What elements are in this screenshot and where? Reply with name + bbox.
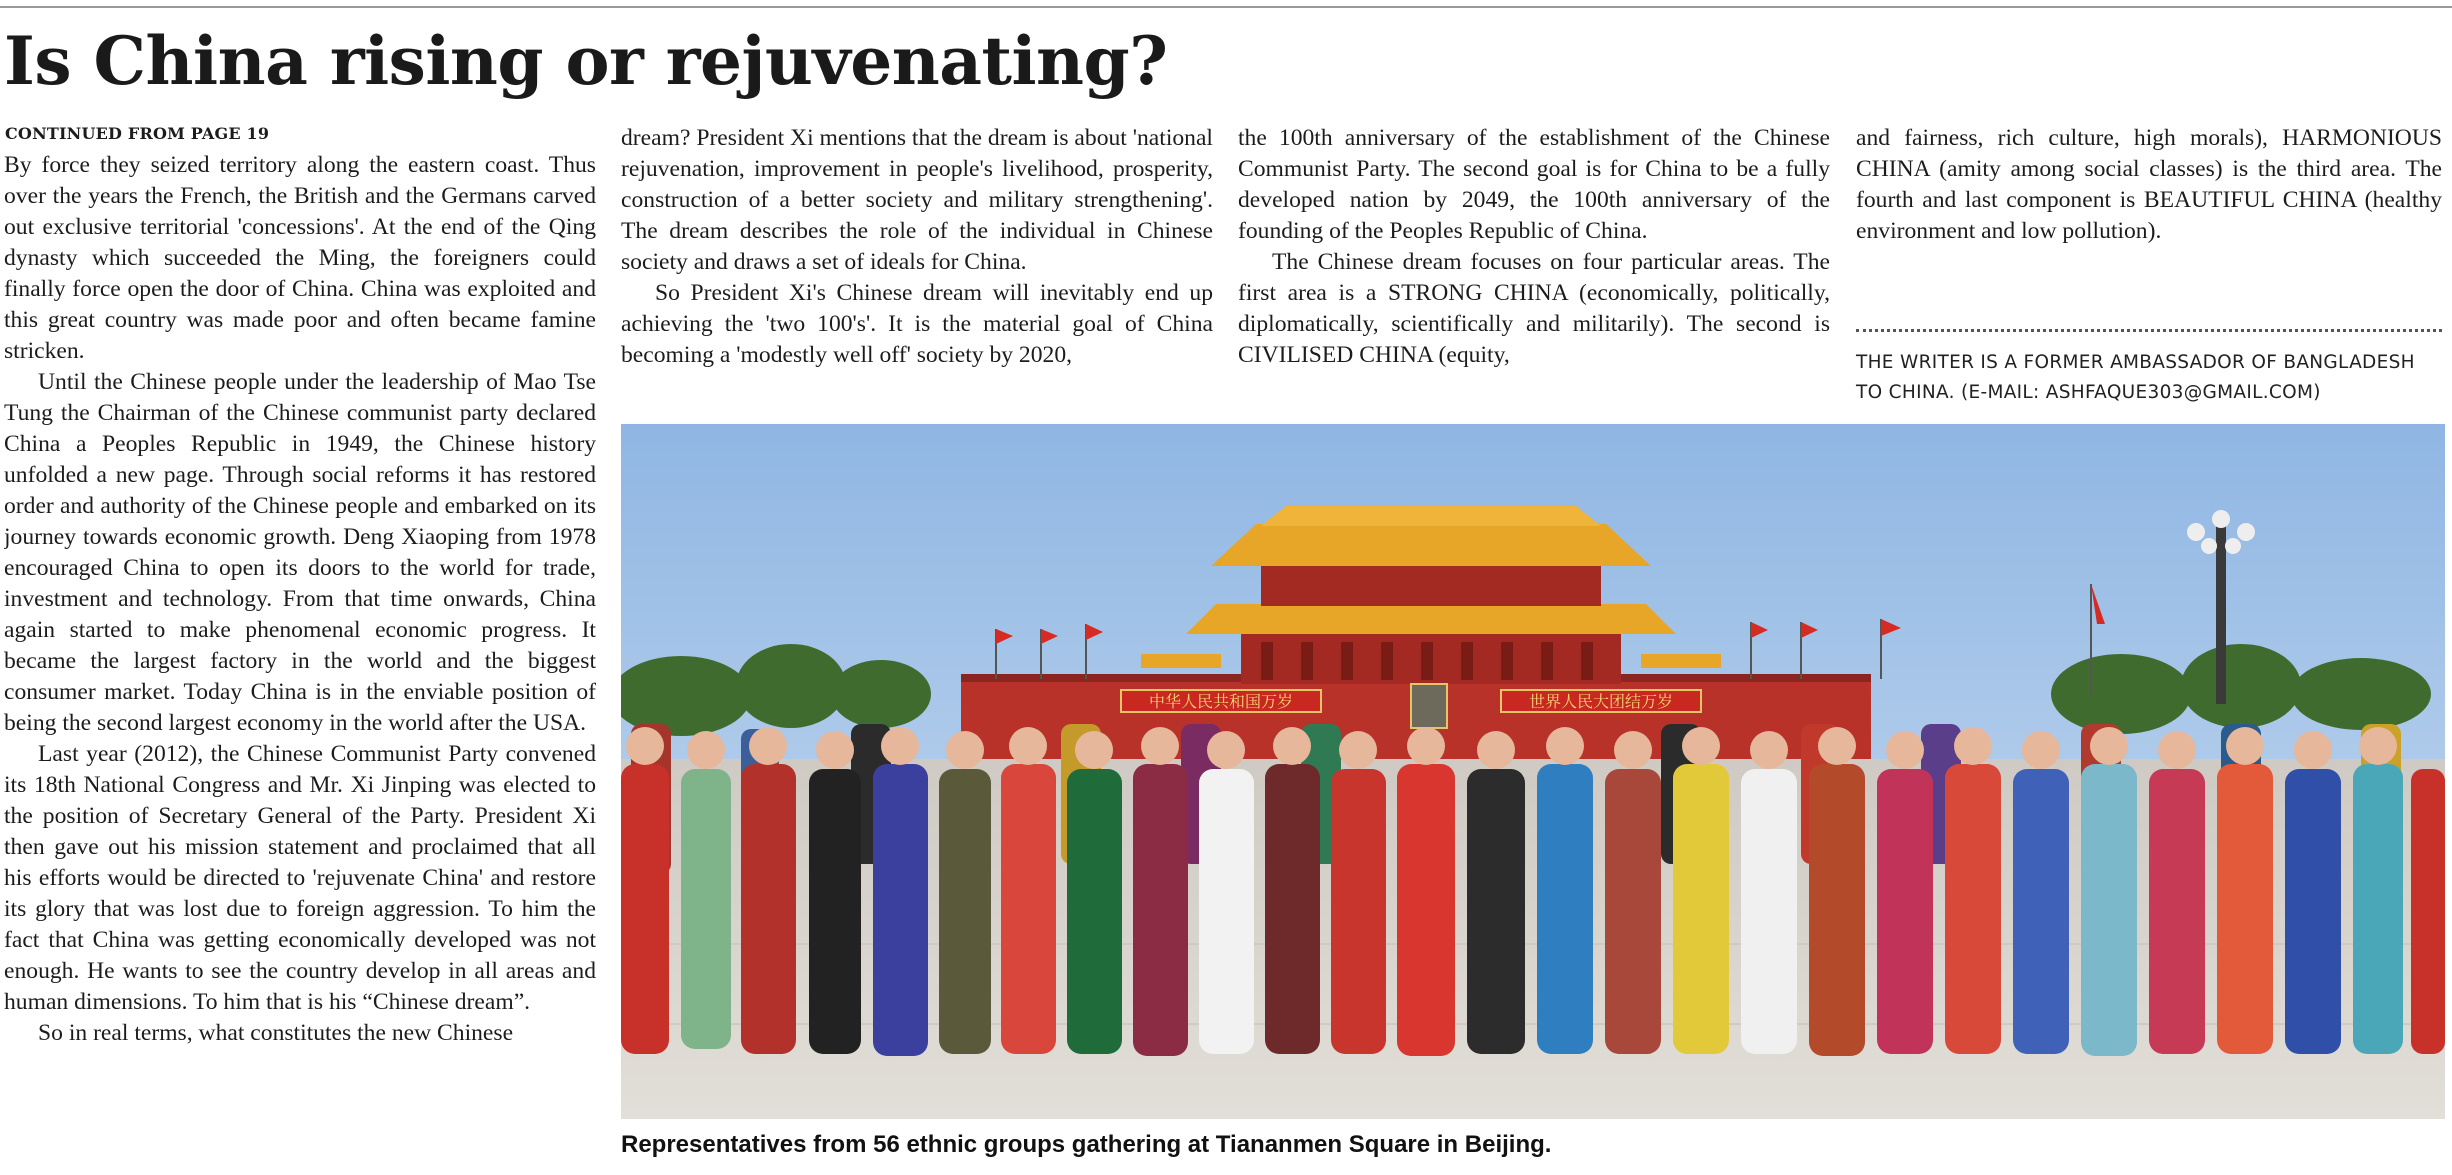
author-bio: THE WRITER IS A FORMER AMBASSADOR OF BANGLADESH TO CHINA. (E-MAIL: ASHFAQUE303@GMAIL.COM): [1856, 352, 2415, 403]
photo-illustration: [621, 424, 2445, 1119]
body-column-3: [1238, 123, 1830, 423]
body-column-2: [621, 123, 1213, 423]
dotted-divider: [1856, 329, 2442, 332]
body-column-4: [1856, 123, 2442, 313]
paragraph: So in real terms, what constitutes the new Chinese: [38, 1020, 514, 1046]
headline: Is China rising or rejuvenating?: [4, 22, 1168, 100]
banner-left: 中华人民共和国万岁: [1148, 692, 1294, 711]
paragraph: the 100th anniversary of the establishment of the Chinese Communist Party. The second goal is for China to be a fully developed nation by 2049, the 100th anniversary of the founding of the Peoples Republic of China.: [1238, 125, 1830, 244]
paragraph: dream? President Xi mentions that the dream is about 'national rejuvenation, improvement in people's livelihood, prosperity, construction of a better society and military strengthening'. The dream describes the role of the individual in Chinese society and draws a set of ideals for China.: [621, 125, 1213, 275]
photo-caption: Representatives from 56 ethnic groups gathering at Tiananmen Square in Beijing.: [621, 1131, 1552, 1158]
continued-label: CONTINUED FROM PAGE 19: [5, 124, 270, 143]
tiananmen-photo: [621, 424, 2445, 1119]
top-rule: [0, 6, 2452, 8]
paragraph: The Chinese dream focuses on four particular areas. The first area is a STRONG CHINA (economically, politically, diplomatically, scientifically and militarily). The second is CIVILISED CHINA (equity,: [1238, 249, 1830, 368]
paragraph: So President Xi's Chinese dream will inevitably end up achieving the 'two 100's'. It is the material goal of China becoming a 'modestly well off' society by 2020,: [621, 280, 1213, 368]
paragraph: Until the Chinese people under the leadership of Mao Tse Tung the Chairman of the Chinese communist party declared China a Peoples Republic in 1949, the Chinese history unfolded a new page. Through social reforms it has restored order and authority of the Chinese people and embarked on its journey towards economic growth. Deng Xiaoping from 1978 encouraged China to open its doors to the world for trade, investment and technology. From that time onwards, China again started to make phenomenal economic progress. It became the largest factory in the world and the biggest consumer market. Today China is in the enviable position of being the second largest economy in the world after the USA.: [4, 369, 596, 736]
banner-right: 世界人民大团结万岁: [1528, 692, 1674, 711]
body-column-1: [4, 150, 596, 1170]
portrait: [1411, 684, 1447, 728]
paragraph: and fairness, rich culture, high morals), HARMONIOUS CHINA (amity among social classes) is the third area. The fourth and last component is BEAUTIFUL CHINA (healthy environment and low pollution).: [1856, 125, 2442, 244]
paragraph: By force they seized territory along the eastern coast. Thus over the years the French, the British and the Germans carved out exclusive territorial 'concessions'. At the end of the Qing dynasty which succeeded the Ming, the foreigners could finally force open the door of China. China was exploited and this great country was made poor and often became famine stricken.: [4, 152, 596, 364]
paragraph: Last year (2012), the Chinese Communist Party convened its 18th National Congress and Mr. Xi Jinping was elected to the position of Secretary General of the Party. President Xi then gave out his mission statement and proclaimed that all his efforts would be directed to 'rejuvenate China' and restore its glory that was lost due to foreign aggression. To him the fact that China was getting economically developed was not enough. He wants to see the country develop in all areas and human dimensions. To him that is his “Chinese dream”.: [4, 741, 596, 1015]
